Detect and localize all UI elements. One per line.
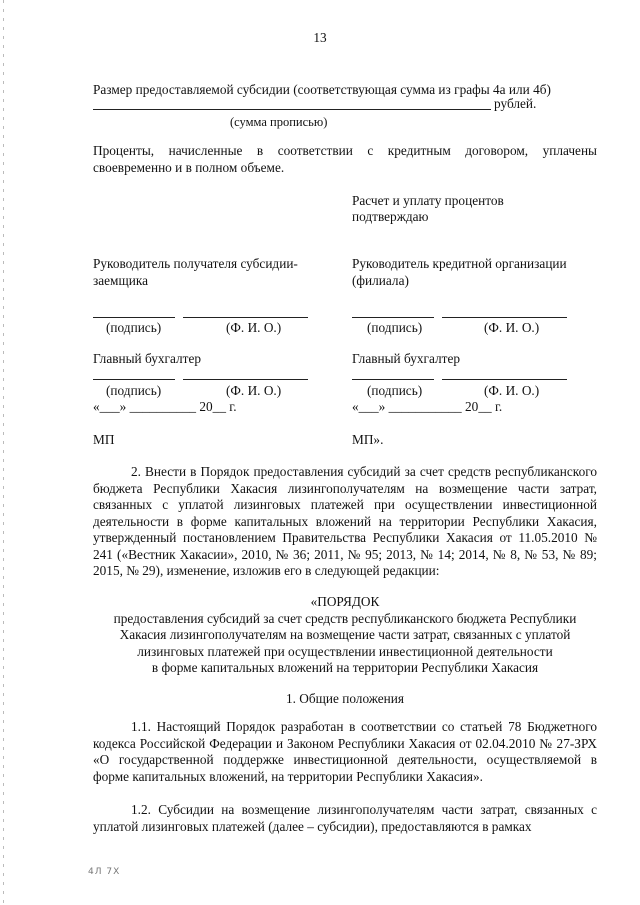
subsidy-amount-line bbox=[93, 109, 491, 110]
right-accountant-fio-line bbox=[442, 379, 567, 380]
order-title-line2: предоставления субсидий за счет средств республиканского бюджета Республики bbox=[113, 610, 577, 626]
left-date: «___» __________ 20__ г. bbox=[93, 399, 237, 414]
right-signature-caption: (подпись) bbox=[367, 320, 423, 335]
left-accountant-signature-line bbox=[93, 379, 175, 380]
right-stamp: МП». bbox=[352, 432, 384, 447]
right-head-line1: Руководитель кредитной организации bbox=[352, 256, 567, 271]
left-head-line1: Руководитель получателя субсидии- bbox=[93, 256, 298, 271]
bank-confirm-line1: Расчет и уплату процентов bbox=[352, 193, 504, 208]
paragraph-2: 2. Внести в Порядок предоставления субсидий за счет средств республиканского бюджета Республики Хакасия лизингополучателям на возмещение части затрат, связанных с уплатой лизинговых платежей при осуществлении инвестиционной деятельности в форме капитальных вложений на территории Республики Хакасия, утвержденный постановлением Правительства Республики Хакасия от 11.05.2010 № 241 («Вестник Хакасии», 2010, № 36; 2011, № 95; 2013, № 14; 2014, № 8, № 53, № 89; 2015, № 29), изменение, изложив его в следующей редакции: bbox=[93, 464, 597, 578]
bank-confirm-line2: подтверждаю bbox=[352, 209, 429, 224]
right-chief-accountant: Главный бухгалтер bbox=[352, 351, 461, 366]
order-title bbox=[93, 594, 597, 677]
right-date: «___» ___________ 20__ г. bbox=[352, 399, 503, 414]
interest-statement: Проценты, начисленные в соответствии с кредитным договором, уплачены своевременно и в полном объеме. bbox=[93, 143, 597, 175]
order-title-line1: «ПОРЯДОК bbox=[310, 594, 380, 609]
subsidy-currency: рублей. bbox=[494, 96, 537, 111]
subsidy-amount-label: Размер предоставляемой субсидии (соответствующая сумма из графы 4а или 4б) bbox=[93, 82, 551, 97]
left-fio-line bbox=[183, 317, 308, 318]
left-signature-caption: (подпись) bbox=[106, 320, 162, 335]
order-title-line3: Хакасия лизингополучателям на возмещение части затрат, связанных с уплатой bbox=[119, 627, 571, 642]
left-head-line2: заемщика bbox=[93, 273, 148, 288]
right-accountant-signature-line bbox=[352, 379, 434, 380]
right-head-line2: (филиала) bbox=[352, 273, 409, 288]
left-accountant-fio-line bbox=[183, 379, 308, 380]
left-accountant-fio-caption: (Ф. И. О.) bbox=[226, 383, 282, 398]
scan-footer-mark: 4Л 7Х bbox=[88, 867, 121, 877]
scan-edge bbox=[3, 0, 4, 905]
right-fio-caption: (Ф. И. О.) bbox=[484, 320, 540, 335]
page-number: 13 bbox=[313, 30, 327, 45]
paragraph-1-1: 1.1. Настоящий Порядок разработан в соответствии со статьей 78 Бюджетного кодекса Российской Федерации и Законом Республики Хакасия от 02.04.2010 № 27-ЗРХ «О государственной поддержке инвестиционной деятельности, осуществляемой в форме капитальных вложений, на территории Республики Хакасия». bbox=[93, 719, 597, 784]
left-fio-caption: (Ф. И. О.) bbox=[226, 320, 282, 335]
paragraph-1-2: 1.2. Субсидии на возмещение лизингополучателям части затрат, связанных с уплатой лизинговых платежей (далее – субсидии), предоставляются в рамках bbox=[93, 802, 597, 834]
left-stamp: МП bbox=[93, 432, 115, 447]
order-title-line4: лизинговых платежей при осуществлении инвестиционной деятельности bbox=[137, 643, 553, 659]
order-title-line5: в форме капитальных вложений на территории Республики Хакасия bbox=[151, 660, 539, 675]
right-signature-line bbox=[352, 317, 434, 318]
right-fio-line bbox=[442, 317, 567, 318]
left-accountant-signature-caption: (подпись) bbox=[106, 383, 162, 398]
left-signature-line bbox=[93, 317, 175, 318]
left-chief-accountant: Главный бухгалтер bbox=[93, 351, 202, 366]
right-accountant-fio-caption: (Ф. И. О.) bbox=[484, 383, 540, 398]
amount-words-caption: (сумма прописью) bbox=[230, 115, 328, 129]
section-1-title: 1. Общие положения bbox=[285, 691, 405, 706]
right-accountant-signature-caption: (подпись) bbox=[367, 383, 423, 398]
